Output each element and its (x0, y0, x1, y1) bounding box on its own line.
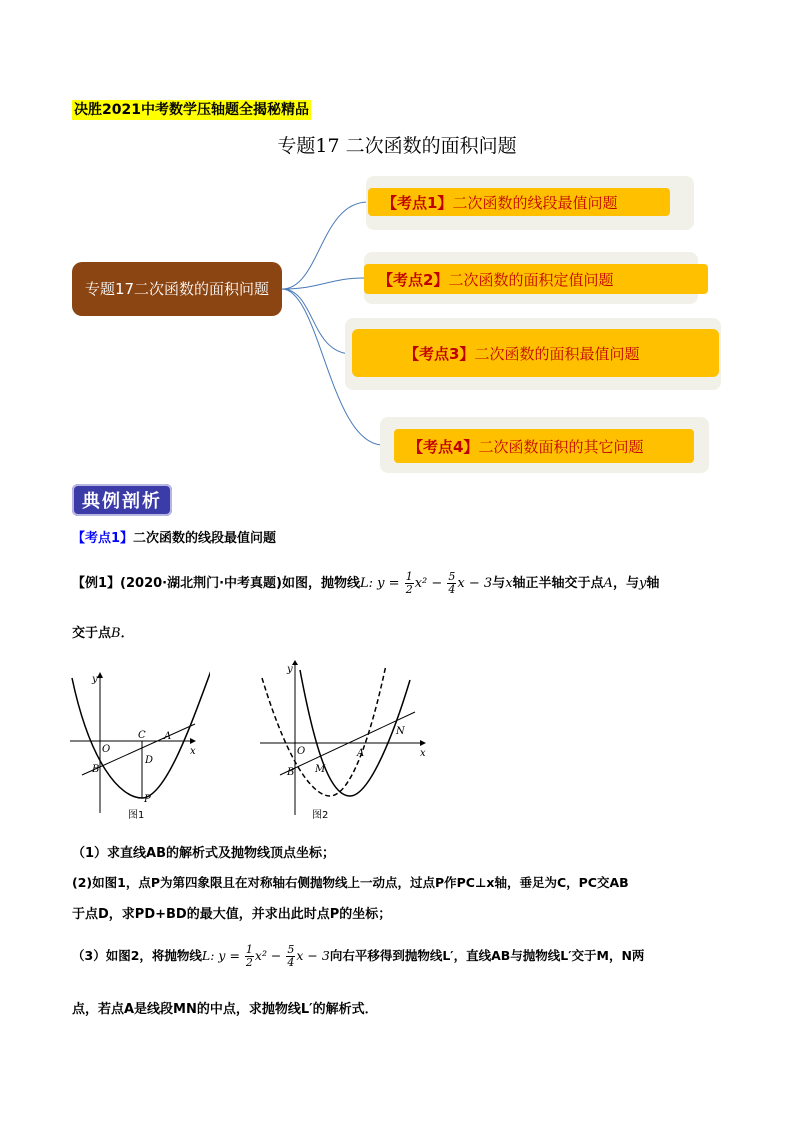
example-tag: 【例1】 (72, 576, 121, 591)
branch-1-text: 二次函数的线段最值问题 (452, 193, 618, 212)
fig2-y-label: y (287, 664, 293, 675)
equation-2: L: y = $\frac{1}{2}$ x² − $\frac{5}{4}$ x − 3 (201, 943, 330, 969)
connector-2 (282, 278, 364, 289)
page-title: 专题17 二次函数的面积问题 (277, 135, 517, 157)
fig2-a-label: A (357, 748, 365, 759)
fig1-a-label: A (164, 731, 172, 742)
fig2-m-label: M (315, 764, 326, 775)
figure-1 (70, 668, 210, 823)
kp1-bracket: 【考点1】 (72, 531, 134, 546)
mindmap-branch-2 (364, 264, 708, 294)
connector-1 (282, 202, 368, 289)
fig2-x-label: x (420, 748, 426, 759)
example-line-1: 【例1】(2020·湖北荆门·中考真题)如图，抛物线L: y = $\frac{1}{2}$ x² − $\frac{5}{4}$ x − 3与x轴正半轴交于点A，与y轴 (72, 570, 660, 596)
question-1: （1）求直线AB的解析式及抛物线顶点坐标； (72, 846, 336, 861)
example-text-a: 如图，抛物线 (282, 576, 361, 591)
fig1-o-label: O (102, 744, 111, 755)
kp1-text: 二次函数的线段最值问题 (133, 531, 277, 546)
fig1-b-label: B (92, 764, 100, 775)
kp1-heading (72, 527, 276, 546)
question-2-line-2: 于点D，求PD+BD的最大值，并求出此时点P的坐标； (72, 907, 392, 922)
fig1-c-label: C (138, 730, 146, 741)
fig1-caption: 图1 (128, 810, 145, 821)
branch-3-kp: 【考点3】 (404, 344, 475, 363)
example-text-b: 与 (492, 576, 506, 591)
fig1-x-label: x (190, 746, 196, 757)
fig1-d-label: D (145, 755, 154, 766)
figure-2 (260, 660, 430, 823)
example-text-d: ，与 (612, 576, 639, 591)
example-source: (2020·湖北荆门·中考真题) (120, 576, 282, 591)
example-text-c: 轴正半轴交于点 (512, 576, 604, 591)
question-3-line-1: （3）如图2，将抛物线L: y = $\frac{1}{2}$ x² − $\frac{5}{4}$ x − 3向右平移得到抛物线L′，直线AB与抛物线L′交于M，N两 (72, 943, 645, 969)
fig1-p-label: P (144, 794, 151, 805)
question-3-line-2: 点，若点A是线段MN的中点，求抛物线L′的解析式． (72, 1002, 378, 1017)
question-2-line-1: (2)如图1，点P为第四象限且在对称轴右侧抛物线上一动点，过点P作PC⊥x轴，垂足为C，PC交AB (72, 875, 629, 890)
mindmap-branch-4 (394, 429, 694, 463)
header-tag: 决胜2021中考数学压轴题全揭秘精品 (74, 102, 309, 118)
equation-1: L: y = $\frac{1}{2}$ x² − $\frac{5}{4}$ x − 3 (360, 570, 493, 596)
fig2-n-label: N (396, 726, 405, 737)
fig2-b-label: B (287, 767, 295, 778)
mindmap-branch-1 (368, 188, 670, 216)
example-line-2: 交于点B． (72, 626, 134, 641)
mindmap-center-node: 专题17二次函数的面积问题 (72, 262, 282, 316)
example-text-e: 轴 (646, 576, 660, 591)
branch-2-text: 二次函数的面积定值问题 (448, 270, 614, 289)
branch-4-text: 二次函数面积的其它问题 (478, 437, 644, 456)
branch-3-text: 二次函数的面积最值问题 (474, 344, 640, 363)
branch-2-kp: 【考点2】 (378, 270, 449, 289)
fig2-o-label: O (297, 746, 306, 757)
mindmap-branch-3 (352, 329, 719, 377)
branch-4-kp: 【考点4】 (408, 437, 479, 456)
connector-3 (282, 289, 352, 354)
fig1-y-label: y (92, 674, 98, 685)
section-badge: 典例剖析 (72, 484, 172, 516)
branch-1-kp: 【考点1】 (382, 193, 453, 212)
fig2-caption: 图2 (312, 810, 329, 821)
